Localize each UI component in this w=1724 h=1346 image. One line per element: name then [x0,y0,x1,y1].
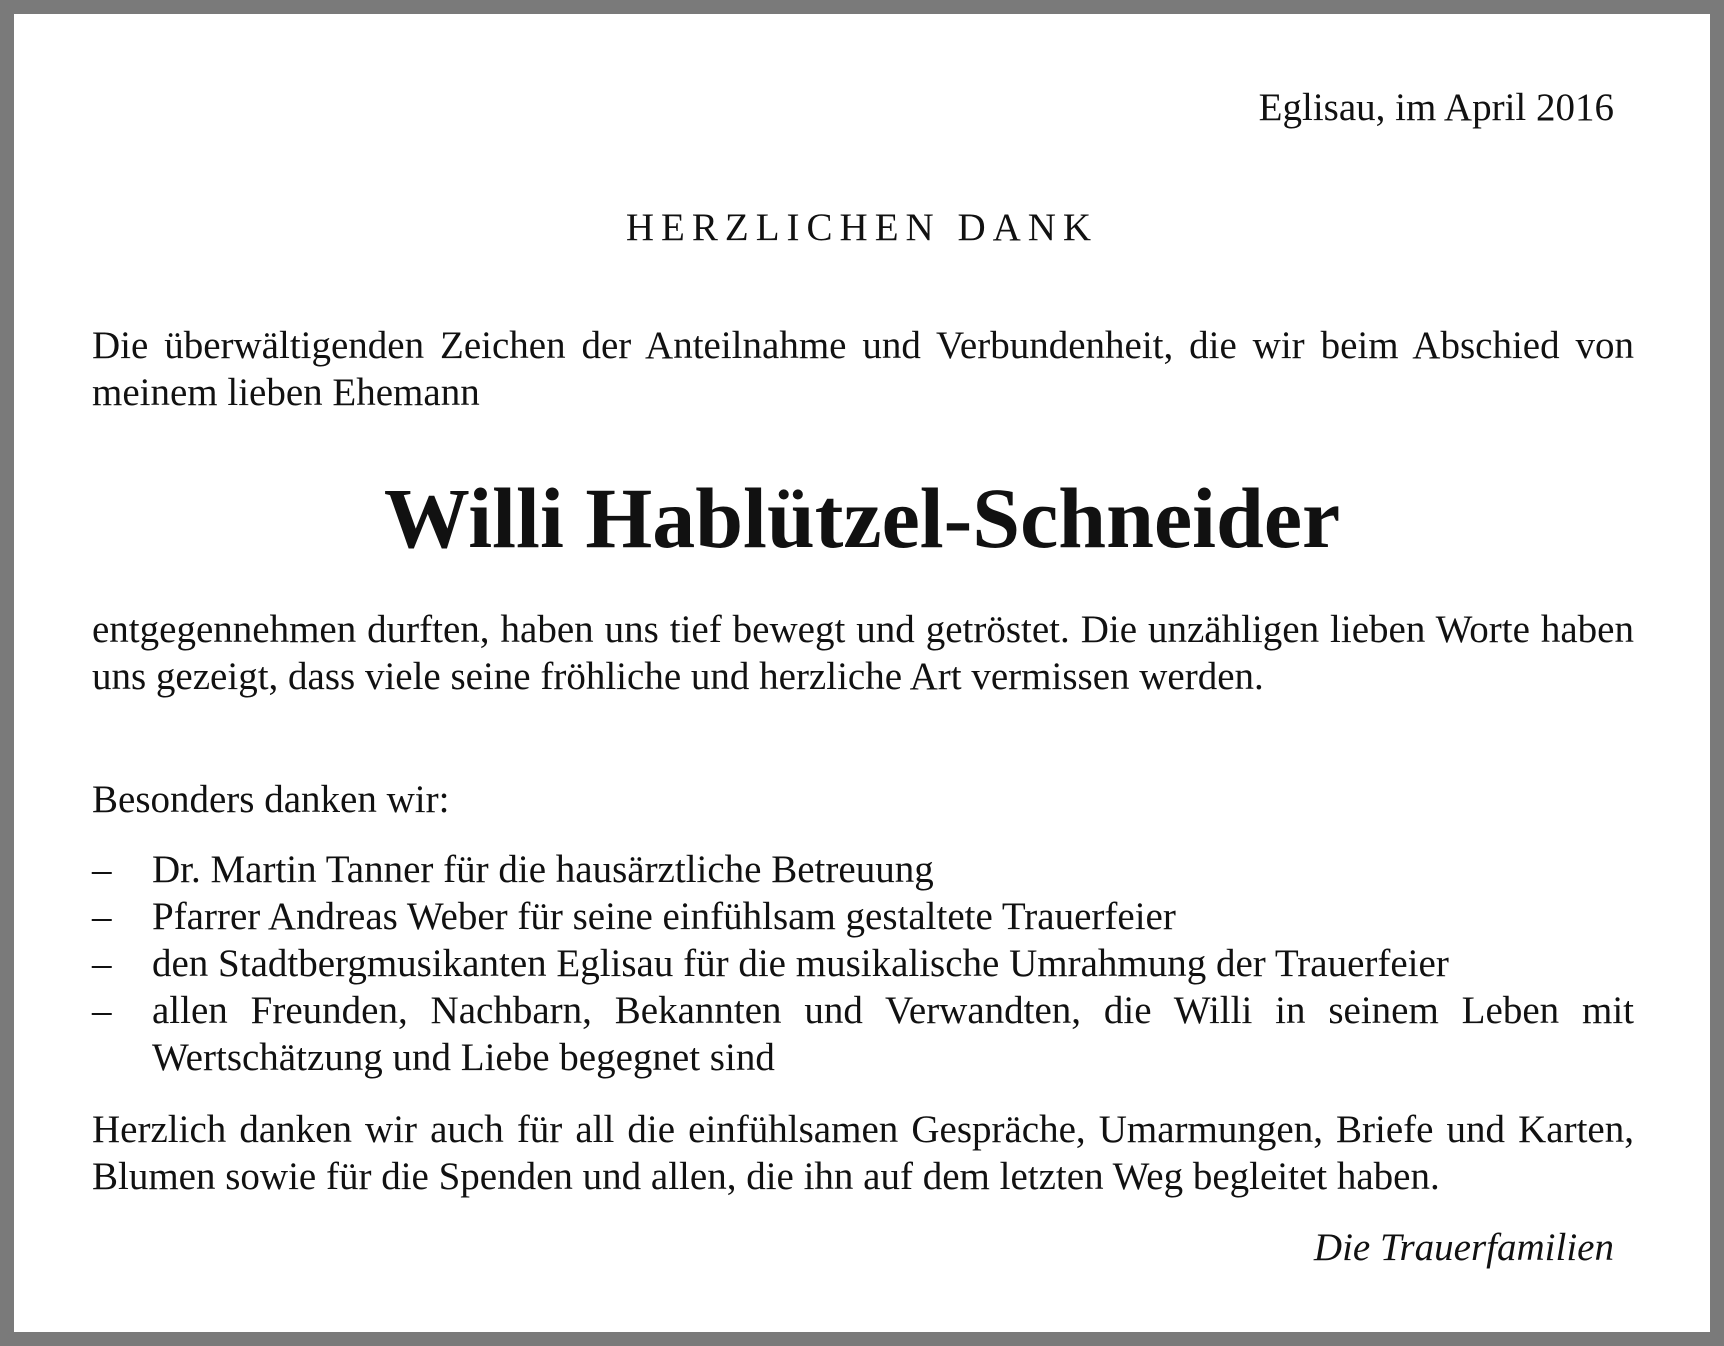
closing-paragraph: Herzlich danken wir auch für all die einfühlsamen Gespräche, Umarmungen, Briefe und Karten, Blumen sowie für die Spenden und allen, die ihn auf dem letzten Weg begleitet haben. [92,1108,1634,1198]
signature: Die Trauerfamilien [1313,1226,1614,1269]
obituary-notice-page [14,14,1710,1332]
thanks-list [92,846,1634,1081]
thanks-item-text: Pfarrer Andreas Weber für seine einfühlsam gestaltete Trauerfeier [152,895,1176,938]
deceased-name: Willi Hablützel-Schneider [383,470,1341,566]
dash-bullet: – [92,989,112,1032]
dash-bullet: – [92,848,112,891]
dash-bullet: – [92,942,112,985]
thanks-list-item [92,893,1634,940]
thanks-list-item [92,846,1634,893]
thanks-list-item [92,940,1634,987]
special-thanks-label: Besonders danken wir: [92,778,450,821]
intro-paragraph: Die überwältigenden Zeichen der Anteilnahme und Verbundenheit, die wir beim Abschied von meinem lieben Ehemann [92,324,1634,414]
thanks-item-text: den Stadtbergmusikanten Eglisau für die musikalische Umrahmung der Trauerfeier [152,942,1449,985]
thanks-item-text: allen Freunden, Nachbarn, Bekannten und Verwandten, die Willi in seinem Leben mit Wertschätzung und Liebe begegnet sind [152,989,1634,1079]
dash-bullet: – [92,895,112,938]
thanks-list-item [92,987,1634,1081]
place-date: Eglisau, im April 2016 [1258,86,1614,129]
body-paragraph: entgegennehmen durften, haben uns tief bewegt und getröstet. Die unzähligen lieben Worte haben uns gezeigt, dass viele seine fröhliche und herzliche Art vermissen werden. [92,608,1634,698]
thanks-item-text: Dr. Martin Tanner für die hausärztliche Betreuung [152,848,934,891]
notice-heading: HERZLICHEN DANK [625,206,1099,249]
